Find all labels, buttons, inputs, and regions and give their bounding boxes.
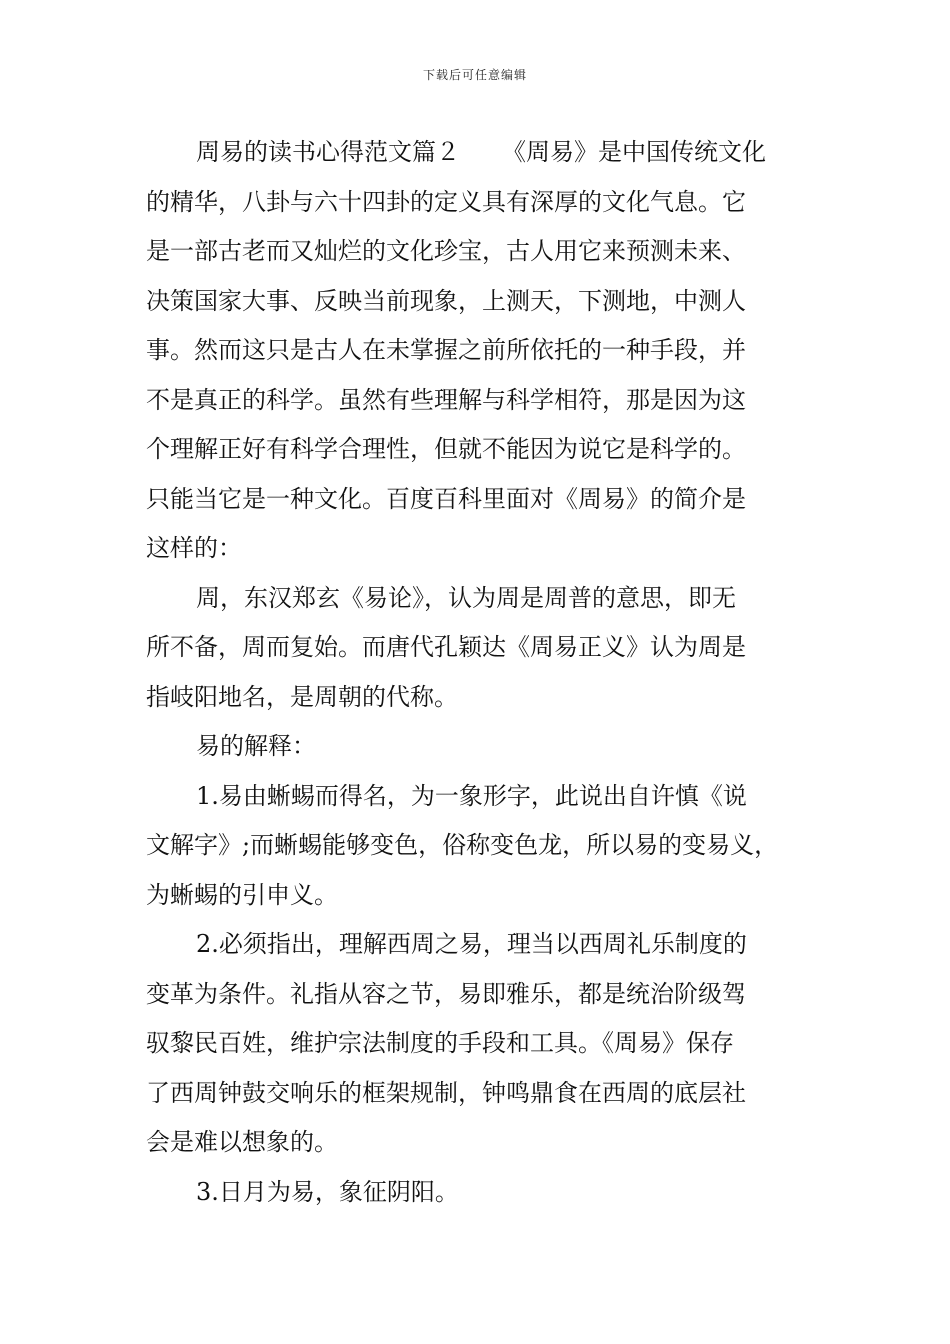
text-line: 决策国家大事、反映当前现象，上测天，下测地，中测人 bbox=[146, 286, 746, 315]
text-line: 易的解释： bbox=[196, 732, 316, 760]
text-line: 驭黎民百姓，维护宗法制度的手段和工具。《周易》保存 bbox=[146, 1029, 734, 1057]
text-line: 只能当它是一种文化。百度百科里面对《周易》的简介是 bbox=[146, 484, 746, 513]
page-header-note: 下载后可任意编辑 bbox=[422, 68, 527, 82]
text-line: 2.必须指出，理解西周之易，理当以西周礼乐制度的 bbox=[196, 930, 747, 958]
document-body bbox=[146, 128, 811, 1217]
text-line: 不是真正的科学。虽然有些理解与科学相符，那是因为这 bbox=[146, 385, 746, 414]
text-line: 了西周钟鼓交响乐的框架规制，钟鸣鼎食在西周的底层社 bbox=[146, 1078, 746, 1107]
text-line: 会是难以想象的。 bbox=[146, 1128, 338, 1156]
text-line: 所不备，周而复始。而唐代孔颖达《周易正义》认为周是 bbox=[146, 633, 746, 661]
text-line: 指岐阳地名，是周朝的代称。 bbox=[146, 682, 458, 711]
text-line: 个理解正好有科学合理性，但就不能因为说它是科学的。 bbox=[146, 435, 746, 463]
text-line-heading bbox=[146, 128, 811, 178]
article-title: 周易的读书心得范文篇２ bbox=[196, 138, 460, 166]
text-line: 变革为条件。礼指从容之节，易即雅乐，都是统治阶级驾 bbox=[146, 979, 746, 1008]
text-line: 文解字》;而蜥蜴能够变色，俗称变色龙，所以易的变易义， bbox=[146, 831, 779, 859]
text-line: 事。然而这只是古人在未掌握之前所依托的一种手段，并 bbox=[146, 336, 746, 364]
text-line: 是一部古老而又灿烂的文化珍宝，古人用它来预测未来、 bbox=[146, 237, 746, 265]
text-line: 周，东汉郑玄《易论》，认为周是周普的意思，即无 bbox=[196, 583, 736, 612]
text-line: 这样的： bbox=[146, 534, 242, 562]
paragraph-start: 《周易》是中国传统文化 bbox=[502, 138, 766, 166]
text-line: 1.易由蜥蜴而得名，为一象形字，此说出自许慎《说 bbox=[196, 781, 747, 810]
text-line: 为蜥蜴的引申义。 bbox=[146, 880, 338, 909]
text-line: 3.日月为易，象征阴阳。 bbox=[196, 1177, 459, 1206]
text-line: 的精华，八卦与六十四卦的定义具有深厚的文化气息。它 bbox=[146, 187, 746, 216]
